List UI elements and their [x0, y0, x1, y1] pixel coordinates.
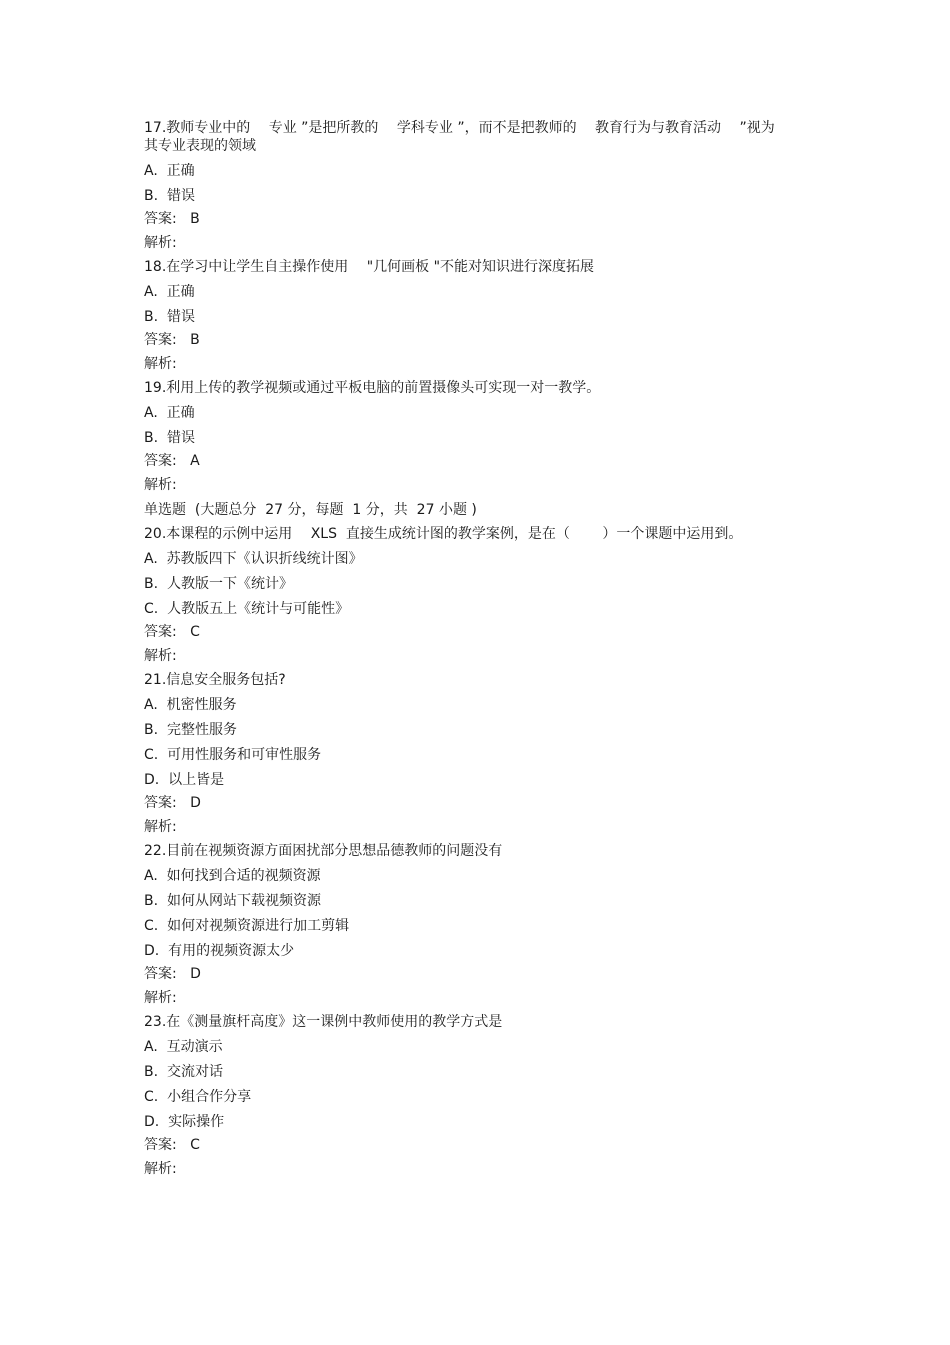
question-title: 17.教师专业中的 专业 ”是把所教的 学科专业 ”，而不是把教师的 教育行为与教育活动 ”视为: [144, 120, 775, 136]
question-title: 22.目前在视频资源方面困扰部分思想品德教师的问题没有: [144, 843, 503, 859]
question-20: [144, 501, 814, 665]
option-a: A. 如何找到合适的视频资源: [144, 868, 321, 884]
answer: 答案: D: [144, 966, 201, 982]
option-b: B. 错误: [144, 430, 195, 446]
answer: 答案: D: [144, 795, 201, 811]
section-header: 单选题 (大题总分 27 分，每题 1 分，共 27 小题 ): [144, 502, 477, 518]
option-c: C. 如何对视频资源进行加工剪辑: [144, 918, 350, 934]
explanation: 解析:: [144, 477, 177, 493]
option-a: A. 正确: [144, 284, 195, 300]
question-title: 23.在《测量旗杆高度》这一课例中教师使用的教学方式是: [144, 1014, 503, 1030]
question-21: [144, 671, 814, 836]
explanation: 解析:: [144, 648, 177, 664]
question-title: 19.利用上传的教学视频或通过平板电脑的前置摄像头可实现一对一教学。: [144, 380, 601, 396]
question-18: [144, 258, 814, 373]
question-title: 20.本课程的示例中运用 XLS 直接生成统计图的教学案例，是在（ ）一个课题中运用到。: [144, 526, 743, 542]
explanation: 解析:: [144, 990, 177, 1006]
answer: 答案: B: [144, 332, 200, 348]
option-d: D. 有用的视频资源太少: [144, 943, 295, 959]
option-a: A. 正确: [144, 405, 195, 421]
answer: 答案: C: [144, 624, 200, 640]
option-b: B. 错误: [144, 188, 195, 204]
question-title-continued: 其专业表现的领域: [144, 138, 256, 154]
option-a: A. 正确: [144, 163, 195, 179]
explanation: 解析:: [144, 1161, 177, 1177]
option-c: C. 人教版五上《统计与可能性》: [144, 601, 350, 617]
question-title: 18.在学习中让学生自主操作使用 "几何画板 "不能对知识进行深度拓展: [144, 259, 595, 275]
question-22: [144, 842, 814, 1007]
answer: 答案: B: [144, 211, 200, 227]
option-a: A. 苏教版四下《认识折线统计图》: [144, 551, 363, 567]
option-b: B. 交流对话: [144, 1064, 223, 1080]
option-c: C. 小组合作分享: [144, 1089, 252, 1105]
question-title: 21.信息安全服务包括?: [144, 672, 286, 688]
option-a: A. 互动演示: [144, 1039, 223, 1055]
option-d: D. 实际操作: [144, 1114, 225, 1130]
option-b: B. 完整性服务: [144, 722, 237, 738]
option-b: B. 错误: [144, 309, 195, 325]
option-d: D. 以上皆是: [144, 772, 225, 788]
answer: 答案: C: [144, 1137, 200, 1153]
question-19: [144, 379, 814, 494]
answer: 答案: A: [144, 453, 200, 469]
option-c: C. 可用性服务和可审性服务: [144, 747, 322, 763]
question-23: [144, 1013, 814, 1178]
explanation: 解析:: [144, 819, 177, 835]
document-page: [144, 119, 814, 1178]
explanation: 解析:: [144, 356, 177, 372]
question-17: [144, 119, 814, 252]
option-a: A. 机密性服务: [144, 697, 237, 713]
explanation: 解析:: [144, 235, 177, 251]
option-b: B. 如何从网站下载视频资源: [144, 893, 321, 909]
option-b: B. 人教版一下《统计》: [144, 576, 293, 592]
